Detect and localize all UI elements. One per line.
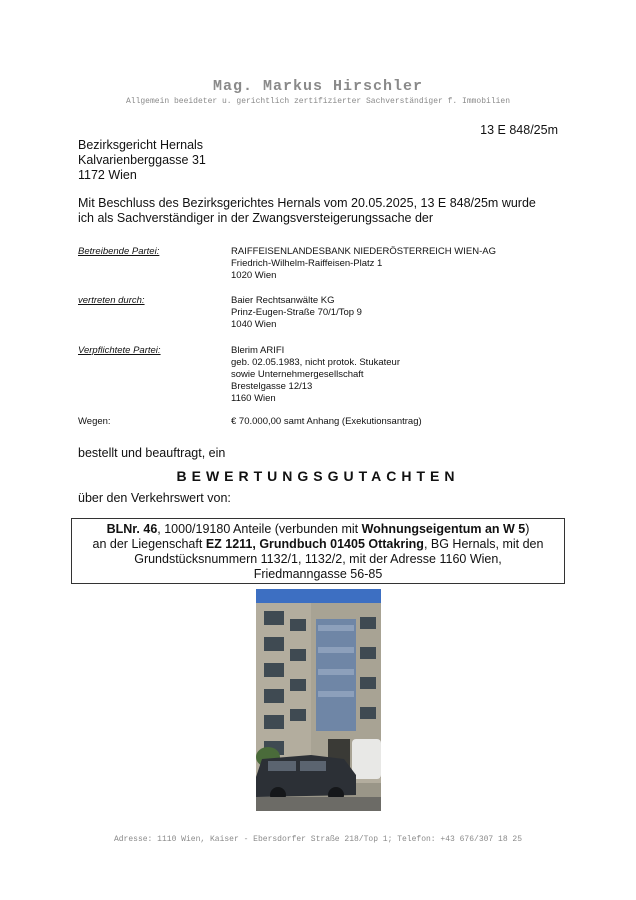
expert-subtitle: Allgemein beeideter u. gerichtlich zertifizierter Sachverständiger f. Immobilien [125, 97, 511, 106]
value-vertreten-durch [231, 295, 571, 331]
betreibende-street: Friedrich-Wilhelm-Raiffeisen-Platz 1 [231, 258, 383, 269]
case-reference: 13 E 848/25m [480, 123, 558, 137]
value-betreibende-partei [231, 246, 571, 282]
court-name: Bezirksgericht Hernals [78, 138, 204, 152]
bg-text: , BG Hernals, mit den [423, 537, 544, 551]
verpflichtete-name: Blerim ARIFI [231, 345, 285, 356]
court-street: Kalvarienberggasse 31 [78, 153, 206, 167]
verpflichtete-street: Brestelgasse 12/13 [231, 381, 313, 392]
share-text: , 1000/19180 Anteile (verbunden mit [157, 522, 362, 536]
value-verpflichtete-partei [231, 345, 571, 405]
liegenschaft-text: an der Liegenschaft [92, 537, 206, 551]
label-verpflichtete-partei: Verpflichtete Partei: [78, 345, 161, 356]
label-wegen: Wegen: [78, 416, 111, 427]
ueber-text: über den Verkehrswert von: [78, 491, 231, 505]
wohnungseigentum: Wohnungseigentum an W 5 [361, 522, 526, 536]
paren-close: ) [525, 522, 530, 536]
property-line-1 [72, 522, 564, 537]
label-vertreten-durch: vertreten durch: [78, 295, 145, 306]
verpflichtete-company: sowie Unternehmergesellschaft [231, 369, 364, 380]
bl-number: BLNr. 46 [106, 522, 158, 536]
vertreten-city: 1040 Wien [231, 319, 277, 330]
building-photo [256, 589, 381, 811]
bestellt-text: bestellt und beauftragt, ein [78, 446, 226, 460]
property-line-3: Grundstücksnummern 1132/1, 1132/2, mit der Adresse 1160 Wien, [134, 552, 502, 566]
vertreten-street: Prinz-Eugen-Straße 70/1/Top 9 [231, 307, 362, 318]
verpflichtete-city: 1160 Wien [231, 393, 276, 404]
vertreten-name: Baier Rechtsanwälte KG [231, 295, 335, 306]
property-box [71, 518, 565, 584]
footer-address: Adresse: 1110 Wien, Kaiser - Ebersdorfer Straße 218/Top 1; Telefon: +43 676/307 18 25 [113, 835, 523, 844]
betreibende-name: RAIFFEISENLANDESBANK NIEDERÖSTERREICH WIEN-AG [231, 246, 496, 257]
intro-line-2: ich als Sachverständiger in der Zwangsversteigerungssache der [78, 211, 434, 225]
intro-paragraph [78, 196, 560, 226]
verpflichtete-birth: geb. 02.05.1983, nicht protok. Stukateur [231, 357, 401, 368]
document-title: BEWERTUNGSGUTACHTEN [176, 468, 460, 484]
value-wegen: € 70.000,00 samt Anhang (Exekutionsantrag) [231, 416, 422, 427]
ez-grundbuch: EZ 1211, Grundbuch 01405 Ottakring [205, 537, 424, 551]
court-city: 1172 Wien [78, 168, 137, 182]
expert-name: Mag. Markus Hirschler [212, 78, 424, 95]
betreibende-city: 1020 Wien [231, 270, 277, 281]
intro-line-1: Mit Beschluss des Bezirksgerichtes Hernals vom 20.05.2025, 13 E 848/25m wurde [78, 196, 536, 210]
property-line-2 [72, 537, 564, 552]
court-address [78, 138, 206, 183]
property-line-4: Friedmanngasse 56-85 [253, 567, 383, 581]
label-betreibende-partei: Betreibende Partei: [78, 246, 160, 257]
